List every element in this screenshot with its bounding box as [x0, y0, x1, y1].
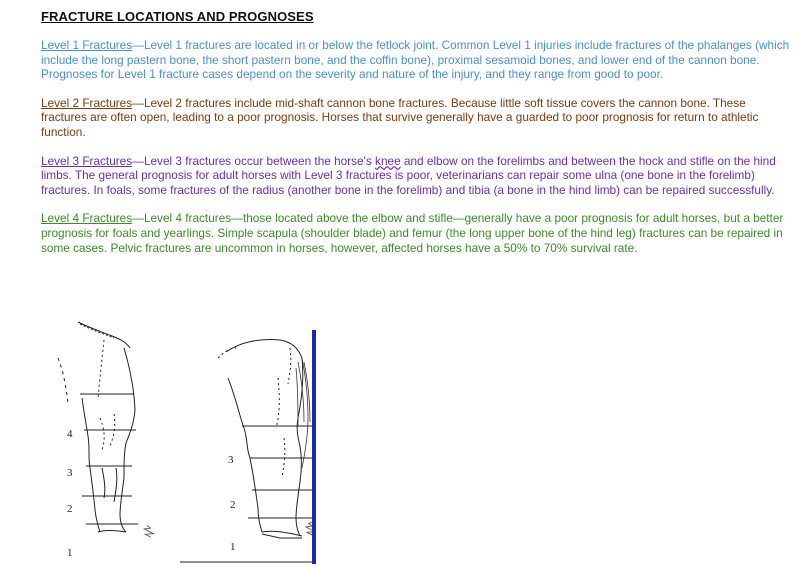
level-3-heading[interactable]: Level 3 Fractures [41, 153, 133, 168]
level-1-text: —Level 1 fractures are located in or below the fetlock joint. Common Level 1 injuries include fractures of the phalanges (which include the long pastern bone, the short pastern bone, and the coffin bone), proximal sesamoid bones, and lower end of the cannon bone. Prognoses for Level 1 fracture cases depend on the severity and nature of the injury, and they range from good to poor. [41, 38, 790, 82]
paragraph-level-1 [41, 38, 791, 82]
document-title: FRACTURE LOCATIONS AND PROGNOSES [41, 9, 314, 24]
foreleg-sketch [58, 322, 135, 532]
figure-right-border [312, 330, 316, 564]
foreleg-label-1: 1 [67, 547, 73, 559]
foreleg-label-4: 4 [67, 428, 73, 440]
level-2-heading[interactable]: Level 2 Fractures [41, 95, 133, 110]
level-3-text-before: —Level 3 fractures occur between the horse's [132, 153, 376, 168]
hindleg-label-2: 2 [230, 499, 236, 511]
hindleg-label-3: 3 [228, 454, 234, 466]
level-1-heading[interactable]: Level 1 Fractures [41, 38, 133, 52]
foreleg-signature [143, 525, 155, 538]
hindleg-label-1: 1 [230, 541, 236, 553]
foreleg-label-3: 3 [67, 467, 73, 479]
foreleg-label-2: 2 [67, 503, 73, 515]
paragraph-level-4 [41, 211, 791, 255]
level-4-text: —Level 4 fractures—those located above the elbow and stifle—generally have a poor prognosis for adult horses, but a better prognosis for foals and yearlings. Simple scapula (shoulder blade) and femur (the long upper bone of the hind leg) fractures can be repaired in some cases. Pelvic fractures are uncommon in horses, however, affected horses have a 50% to 70% survival rate. [41, 211, 784, 255]
level-2-text: —Level 2 fractures include mid-shaft cannon bone fractures. Because little soft tissue covers the cannon bone. These fractures are often open, leading to a poor prognosis. Horses that survive generally have a guarded to poor prognosis for return to athletic function. [41, 95, 759, 139]
level-4-heading[interactable]: Level 4 Fractures [41, 211, 133, 226]
spelling-mark-knee: knee [375, 153, 401, 168]
leg-diagram-figure [40, 318, 330, 564]
paragraph-level-3 [41, 154, 791, 198]
leg-diagram-svg [40, 318, 330, 564]
document-page [41, 9, 791, 269]
level-3-text-after: and elbow on the forelimbs and between the hock and stifle on the hind limbs. The general prognosis for adult horses with Level 3 fractures is poor, veterinarians can repair some ulna (one bone in the forelimb) fractures. In foals, some fractures of the radius (another bone in the forelimb) and tibia (a bone in the hind limb) can be repaired successfully. [41, 153, 776, 197]
paragraph-level-2 [41, 96, 791, 140]
